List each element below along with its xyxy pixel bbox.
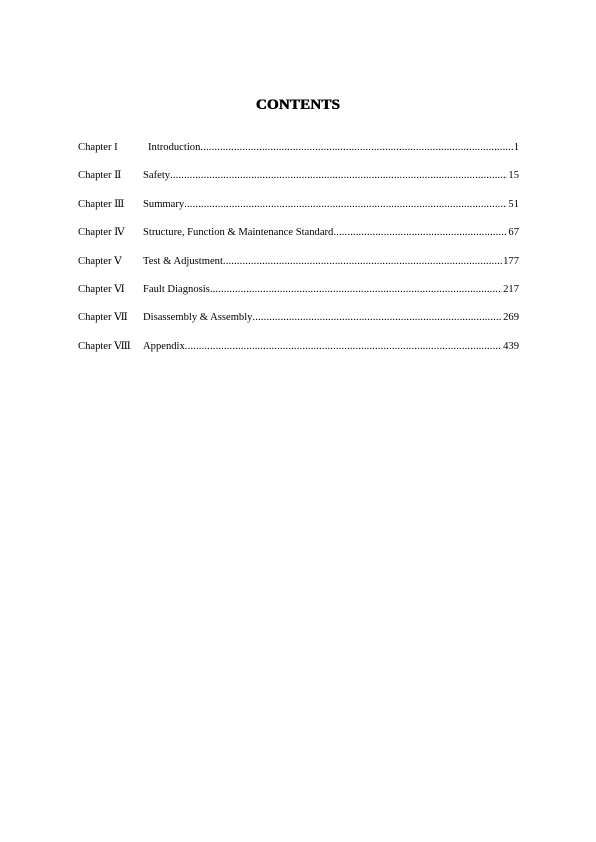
toc-entry <box>143 311 519 325</box>
toc-title: Introduction <box>148 142 201 153</box>
toc-chapter-label: Chapter Ⅵ <box>78 283 125 295</box>
toc-chapter-label: Chapter Ⅲ <box>78 198 125 210</box>
toc-row-chapter-4[interactable] <box>78 226 519 254</box>
toc-leader-dots <box>200 141 512 155</box>
toc-leader-dots <box>210 283 502 297</box>
toc-title: Test & Adjustment <box>143 255 223 267</box>
toc-chapter-label: Chapter Ⅷ <box>78 340 131 352</box>
toc-leader-dots <box>185 340 502 354</box>
toc-page-number: 51 <box>508 198 519 210</box>
toc-page-number: 217 <box>503 283 519 295</box>
toc-entry <box>143 283 519 297</box>
toc-chapter-label: Chapter Ⅶ <box>78 312 128 324</box>
table-of-contents <box>78 141 519 368</box>
contents-heading: CONTENTS <box>255 97 341 113</box>
toc-leader-dots <box>223 255 502 269</box>
toc-row-chapter-3[interactable] <box>78 198 519 226</box>
toc-leader-dots <box>333 226 507 240</box>
toc-page-number: 67 <box>508 227 519 239</box>
toc-leader-dots <box>170 169 507 183</box>
toc-page-number: 1 <box>513 142 519 153</box>
toc-title: Disassembly & Assembly <box>143 312 253 324</box>
toc-title: Safety <box>143 170 171 182</box>
toc-row-chapter-8[interactable] <box>78 340 519 368</box>
toc-row-chapter-7[interactable] <box>78 311 519 339</box>
toc-chapter-label: Chapter I <box>78 142 118 153</box>
toc-row-chapter-5[interactable] <box>78 255 519 283</box>
toc-entry <box>143 255 519 269</box>
toc-page-number: 15 <box>508 170 519 182</box>
toc-title: Fault Diagnosis <box>143 283 210 295</box>
toc-leader-dots <box>252 311 502 325</box>
toc-title: Summary <box>143 198 185 210</box>
toc-chapter-label: Chapter Ⅱ <box>78 170 122 182</box>
toc-page-number: 439 <box>503 340 519 352</box>
toc-page-number: 177 <box>503 255 519 267</box>
toc-entry <box>143 226 519 240</box>
toc-entry <box>148 141 519 155</box>
toc-page-number: 269 <box>503 312 519 324</box>
toc-entry <box>143 198 519 212</box>
toc-row-chapter-2[interactable] <box>78 169 519 197</box>
toc-row-chapter-1[interactable] <box>78 141 519 169</box>
toc-title: Structure, Function & Maintenance Standard <box>143 227 334 239</box>
toc-chapter-label: Chapter Ⅳ <box>78 227 125 239</box>
toc-row-chapter-6[interactable] <box>78 283 519 311</box>
toc-title: Appendix <box>143 340 185 352</box>
toc-leader-dots <box>184 198 507 212</box>
toc-entry <box>143 340 519 354</box>
toc-chapter-label: Chapter Ⅴ <box>78 255 122 267</box>
toc-entry <box>143 169 519 183</box>
